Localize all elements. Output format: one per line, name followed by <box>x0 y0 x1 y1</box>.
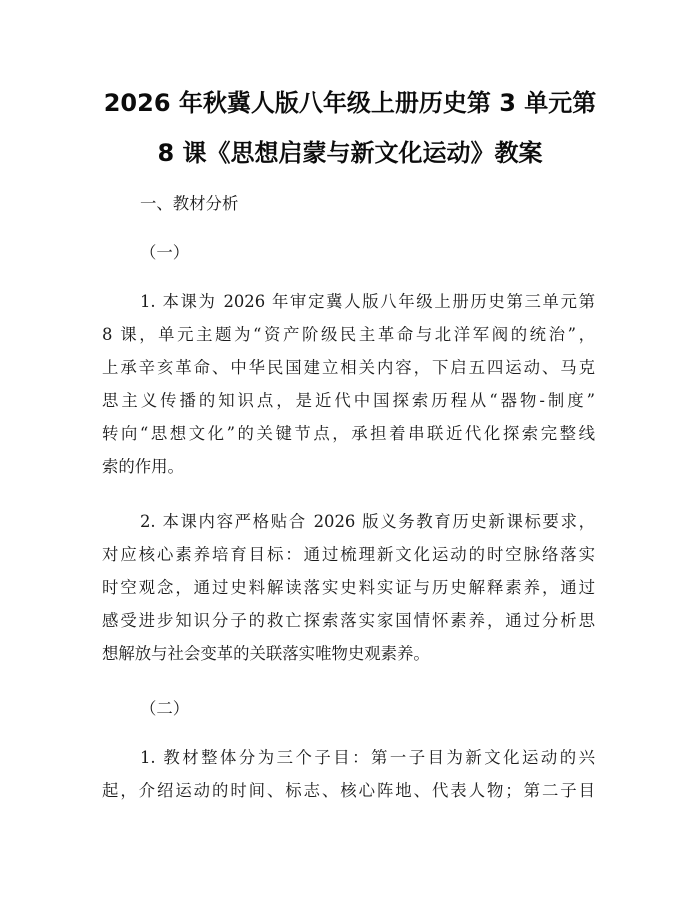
paragraph-line: 2. 本课内容严格贴合 2026 版义务教育历史新课标要求， <box>140 512 595 531</box>
paragraph-line: 1. 本课为 2026 年审定冀人版八年级上册历史第三单元第 <box>140 292 595 311</box>
subsection-heading: （一） <box>140 243 190 262</box>
paragraph-line: 思主义传播的知识点，是近代中国探索历程从“器物-制度” <box>102 391 595 410</box>
document-title-line-2: 8 课《思想启蒙与新文化运动》教案 <box>157 139 543 167</box>
paragraph-line: 起，介绍运动的时间、标志、核心阵地、代表人物；第二子目 <box>102 781 595 800</box>
paragraph-line: 上承辛亥革命、中华民国建立相关内容，下启五四运动、马克 <box>102 358 595 377</box>
document-title-line-1: 2026 年秋冀人版八年级上册历史第 3 单元第 <box>103 89 597 117</box>
paragraph-line: 8 课，单元主题为“资产阶级民主革命与北洋军阀的统治”， <box>102 325 595 344</box>
paragraph-line: 1. 教材整体分为三个子目：第一子目为新文化运动的兴 <box>140 748 595 767</box>
paragraph-line: 索的作用。 <box>102 457 184 476</box>
paragraph-line: 想解放与社会变革的关联落实唯物史观素养。 <box>102 644 430 663</box>
paragraph-line: 对应核心素养培育目标：通过梳理新文化运动的时空脉络落实 <box>102 545 595 564</box>
paragraph-line: 时空观念，通过史料解读落实史料实证与历史解释素养，通过 <box>102 578 595 597</box>
subsection-heading: （二） <box>140 699 190 718</box>
paragraph-line: 转向“思想文化”的关键节点，承担着串联近代化探索完整线 <box>102 424 595 443</box>
section-heading: 一、教材分析 <box>140 194 239 213</box>
paragraph-line: 感受进步知识分子的救亡探索落实家国情怀素养，通过分析思 <box>102 611 595 630</box>
